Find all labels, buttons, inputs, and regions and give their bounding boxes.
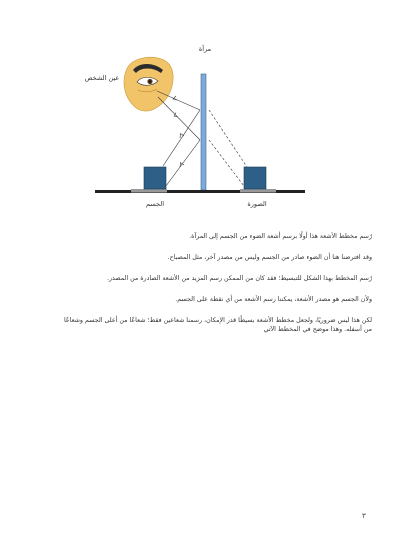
paragraph-2: وقد افترضنا هنا أن الضوء صادر من الجسم وليس من مصدر آخر، مثل المصباح. bbox=[167, 254, 372, 261]
paragraph-5: لكن هذا ليس ضروريًا، ولجعل مخطط الأشعة بسيطًا قدر الإمكان، رسمنا شعاعين فقط؛ شعاعًا من أعلى الجسم وشعاعًا من أسفله. وهذا موضح في المخطط الآتي bbox=[64, 317, 372, 333]
ray-object-top bbox=[163, 110, 200, 166]
paragraph-3: رُسم المخطط بهذا الشكل للتبسيط؛ فقد كان من الممكن رسم المزيد من الأشعة الصادرة من المصدر. bbox=[106, 275, 372, 282]
object-label: الجسم bbox=[145, 200, 165, 208]
image-base bbox=[240, 189, 276, 193]
paragraph-1: رُسم مخطط الأشعة هذا أولًا برسم أشعة الضوء من الجسم إلى المرآة. bbox=[189, 233, 372, 240]
ray-object-bottom bbox=[163, 140, 200, 190]
page-number: ٣ bbox=[362, 512, 366, 520]
mirror-label: مرآة bbox=[198, 45, 212, 53]
eye-label: عين الشخص bbox=[84, 74, 120, 82]
mirror bbox=[201, 74, 206, 190]
virtual-ray-lower bbox=[209, 140, 247, 190]
ray-to-eye-lower bbox=[158, 97, 200, 140]
paragraph-4: ولأن الجسم هو مصدر الأشعة، يمكننا رسم الأشعة من أي نقطة على الجسم. bbox=[175, 296, 372, 303]
ray-diagram bbox=[0, 0, 400, 220]
virtual-ray-upper bbox=[209, 110, 247, 167]
image-block bbox=[244, 167, 266, 189]
image-label: الصورة bbox=[247, 200, 267, 208]
object-block bbox=[144, 167, 166, 189]
eye-illustration bbox=[124, 57, 173, 111]
object-base bbox=[131, 189, 167, 193]
